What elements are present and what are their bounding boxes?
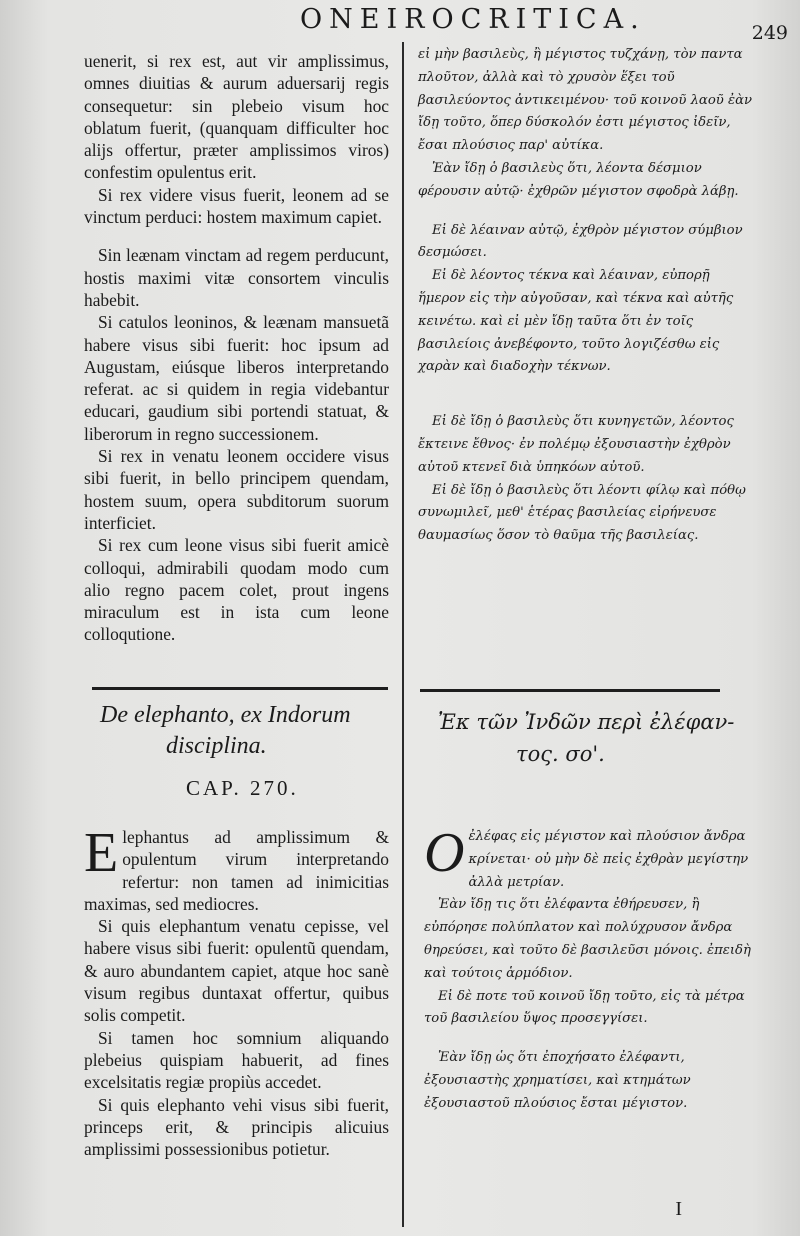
latin-paragraph: Si rex cum leone visus sibi fuerit amicè colloqui, admirabili quodam modo cum alio regno pacem colet, prout ingens miraculum est in ista cum leone colloqutione. (84, 535, 389, 645)
greek-first-text: ἐλέφας εἰς μέγιστον καὶ πλούσιον ἄνδρα κρίνεται· οὐ μὴν δὲ πεἰς ἐχθρὰν μεγίστην ἀλλὰ μετρίαν. (468, 829, 749, 890)
column-rule (402, 42, 404, 1227)
chapter-number: CAP. 270. (186, 776, 299, 800)
greek-title-line2: τος. σο'. (516, 742, 605, 766)
greek-section-title (438, 706, 758, 770)
latin-column-top (84, 50, 389, 646)
greek-paragraph: εἰ μὴν βασιλεὺς, ἢ μέγιστος τυζχάνῃ, τὸν παντα πλοῦτον, ἀλλὰ καὶ τὸ χρυσὸν ἕξει τοῦ βασιλεύοντος ἀντικειμένου· τοῦ κοινοῦ λαοῦ ἐὰν ἴδῃ τοῦτο, ὅπερ δύσκολόν ἐστι μέγιστος ἰδεῖν, ἔσαι πλούσιος παρ' αὐτίκα. (418, 47, 752, 154)
drop-capital: E (84, 822, 119, 884)
latin-paragraph: uenerit, si rex est, aut vir amplissimus, omnes diuitias & aurum aduersarij regis consequetur: sin plebeio visum hoc oblatum fuerit, (quanquam difficulter hoc alijs offertur, præter amplissimos viros) confestim opulentus erit. (84, 51, 389, 183)
catchword: I (675, 1198, 682, 1220)
latin-paragraph: Si rex in venatu leonem occidere visus sibi fuerit, in bello principem quendam, hostem suum, opera subditorum suorum interficiet. (84, 446, 389, 533)
greek-paragraph: Εἰ δὲ ἴδῃ ὁ βασιλεὺς ὅτι λέοντι φίλῳ καὶ πόθῳ συνωμιλεῖ, μεθ' ἑτέρας βασιλείας εἰρήνευσε θαυμασίως ὅσον τὸ θαῦμα τῆς βασιλείας. (418, 482, 746, 544)
greek-first-paragraph (424, 822, 754, 894)
greek-paragraph: Ἐὰν ἴδῃ ὡς ὅτι ἐποχήσατο ἐλέφαντι, ἐξουσιαστὴς χρηματίσει, καὶ κτημάτων ἐξουσιαστοῦ πλούσιος ἔσται μέγιστον. (424, 1050, 691, 1111)
greek-paragraph: Εἰ δὲ ἴδῃ ὁ βασιλεὺς ὅτι κυνηγετῶν, λέοντος ἔκτεινε ἔθνος· ἐν πολέμῳ ἐξουσιαστὴν ἐχθρὸν αὐτοῦ κτενεῖ διὰ ὑπηκόων αὐτοῦ. (418, 414, 734, 475)
greek-paragraph: Ἐὰν ἴδῃ ὁ βασιλεὺς ὅτι, λέοντα δέσμιον φέρουσιν αὐτῷ· ἐχθρῶν μέγιστον σφοδρὰ λάβῃ. (418, 160, 739, 199)
latin-paragraph: Si catulos leoninos, & leænam mansuetã habere visus sibi fuerit: hoc ipsum ad Augustam, eiúsque liberos interpretando referat. ac si quidem in regia videbantur educari, gaudium sibi portendi statuat, & liberorum in regno successionem. (84, 312, 389, 444)
section-divider-right (420, 689, 720, 692)
latin-paragraph: Si quis elephantum venatu cepisse, vel habere visus sibi fuerit: opulentũ quendam, & auro abundantem capiet, atque hoc sanè visum regibus duntaxat offertur, quibus solis competit. (84, 916, 389, 1026)
latin-first-paragraph (84, 822, 389, 915)
greek-title-line1: Ἐκ τῶν Ἰνδῶν περὶ ἐλέφαν- (438, 710, 735, 734)
latin-paragraph: Sin leænam vinctam ad regem perducunt, hostis maximi vitæ consortem vinculis habebit. (84, 245, 389, 310)
greek-column-bottom (424, 822, 754, 1116)
greek-paragraph: Εἰ δὲ ποτε τοῦ κοινοῦ ἴδῃ τοῦτο, εἰς τὰ μέτρα τοῦ βασιλείου ὕψος προσεγγίσει. (424, 988, 745, 1027)
latin-column-bottom (84, 822, 389, 1160)
latin-paragraph: Si tamen hoc somnium aliquando plebeius quispiam habuerit, ad fines excelsitatis regiæ propiùs accedet. (84, 1027, 389, 1093)
latin-paragraph: Si rex videre visus fuerit, leonem ad se vinctum perduci: hostem maximum capiet. (84, 184, 389, 228)
section-divider-left (92, 687, 388, 690)
latin-paragraph: Si quis elephanto vehi visus sibi fuerit, princeps erit, & principis alicuius amplissimi possessionibus potietur. (84, 1094, 389, 1160)
latin-section-title (100, 700, 390, 762)
greek-paragraph: Εἰ δὲ λέαιναν αὐτῷ, ἐχθρὸν μέγιστον σύμβιον δεσμώσει. (418, 222, 743, 261)
latin-title-line2: disciplina. (166, 733, 267, 759)
latin-title-line1: De elephanto, ex Indorum (100, 702, 351, 728)
latin-first-text: lephantus ad amplissimum & opulentum virum interpretando refertur: non tamen ad inimicitias maximas, sed mediocres. (84, 827, 389, 914)
page-number: 249 (751, 22, 788, 44)
greek-column-top (418, 44, 753, 548)
running-head: ONEIROCRITICA. (300, 4, 646, 35)
greek-paragraph: Εἰ δὲ λέοντος τέκνα καὶ λέαιναν, εὐπορῇ ἥμερον εἰς τὴν αὐγοῦσαν, καὶ τέκνα καὶ αὐτῆς κεινέτω. καὶ εἰ μὲν ἴδῃ ταῦτα ὅτι ἐν τοῖς βασιλείοις ἀνεβέφοντο, τοῦτο λογιζέσθω εἰς χαρὰν καὶ διαδοχὴν τέκνων. (418, 268, 734, 375)
drop-capital: O (424, 822, 465, 884)
greek-paragraph: Ἐὰν ἴδῃ τις ὅτι ἐλέφαντα ἐθήρευσεν, ἢ εὐπόρησε πολύπλατον καὶ πολύχρυσον ἄνδρα θηρεύσει, καὶ τοῦτο δὲ βασιλεῦσι μόνοις. ἐπειδὴ καὶ τούτοις ἁρμόδιον. (424, 897, 751, 981)
